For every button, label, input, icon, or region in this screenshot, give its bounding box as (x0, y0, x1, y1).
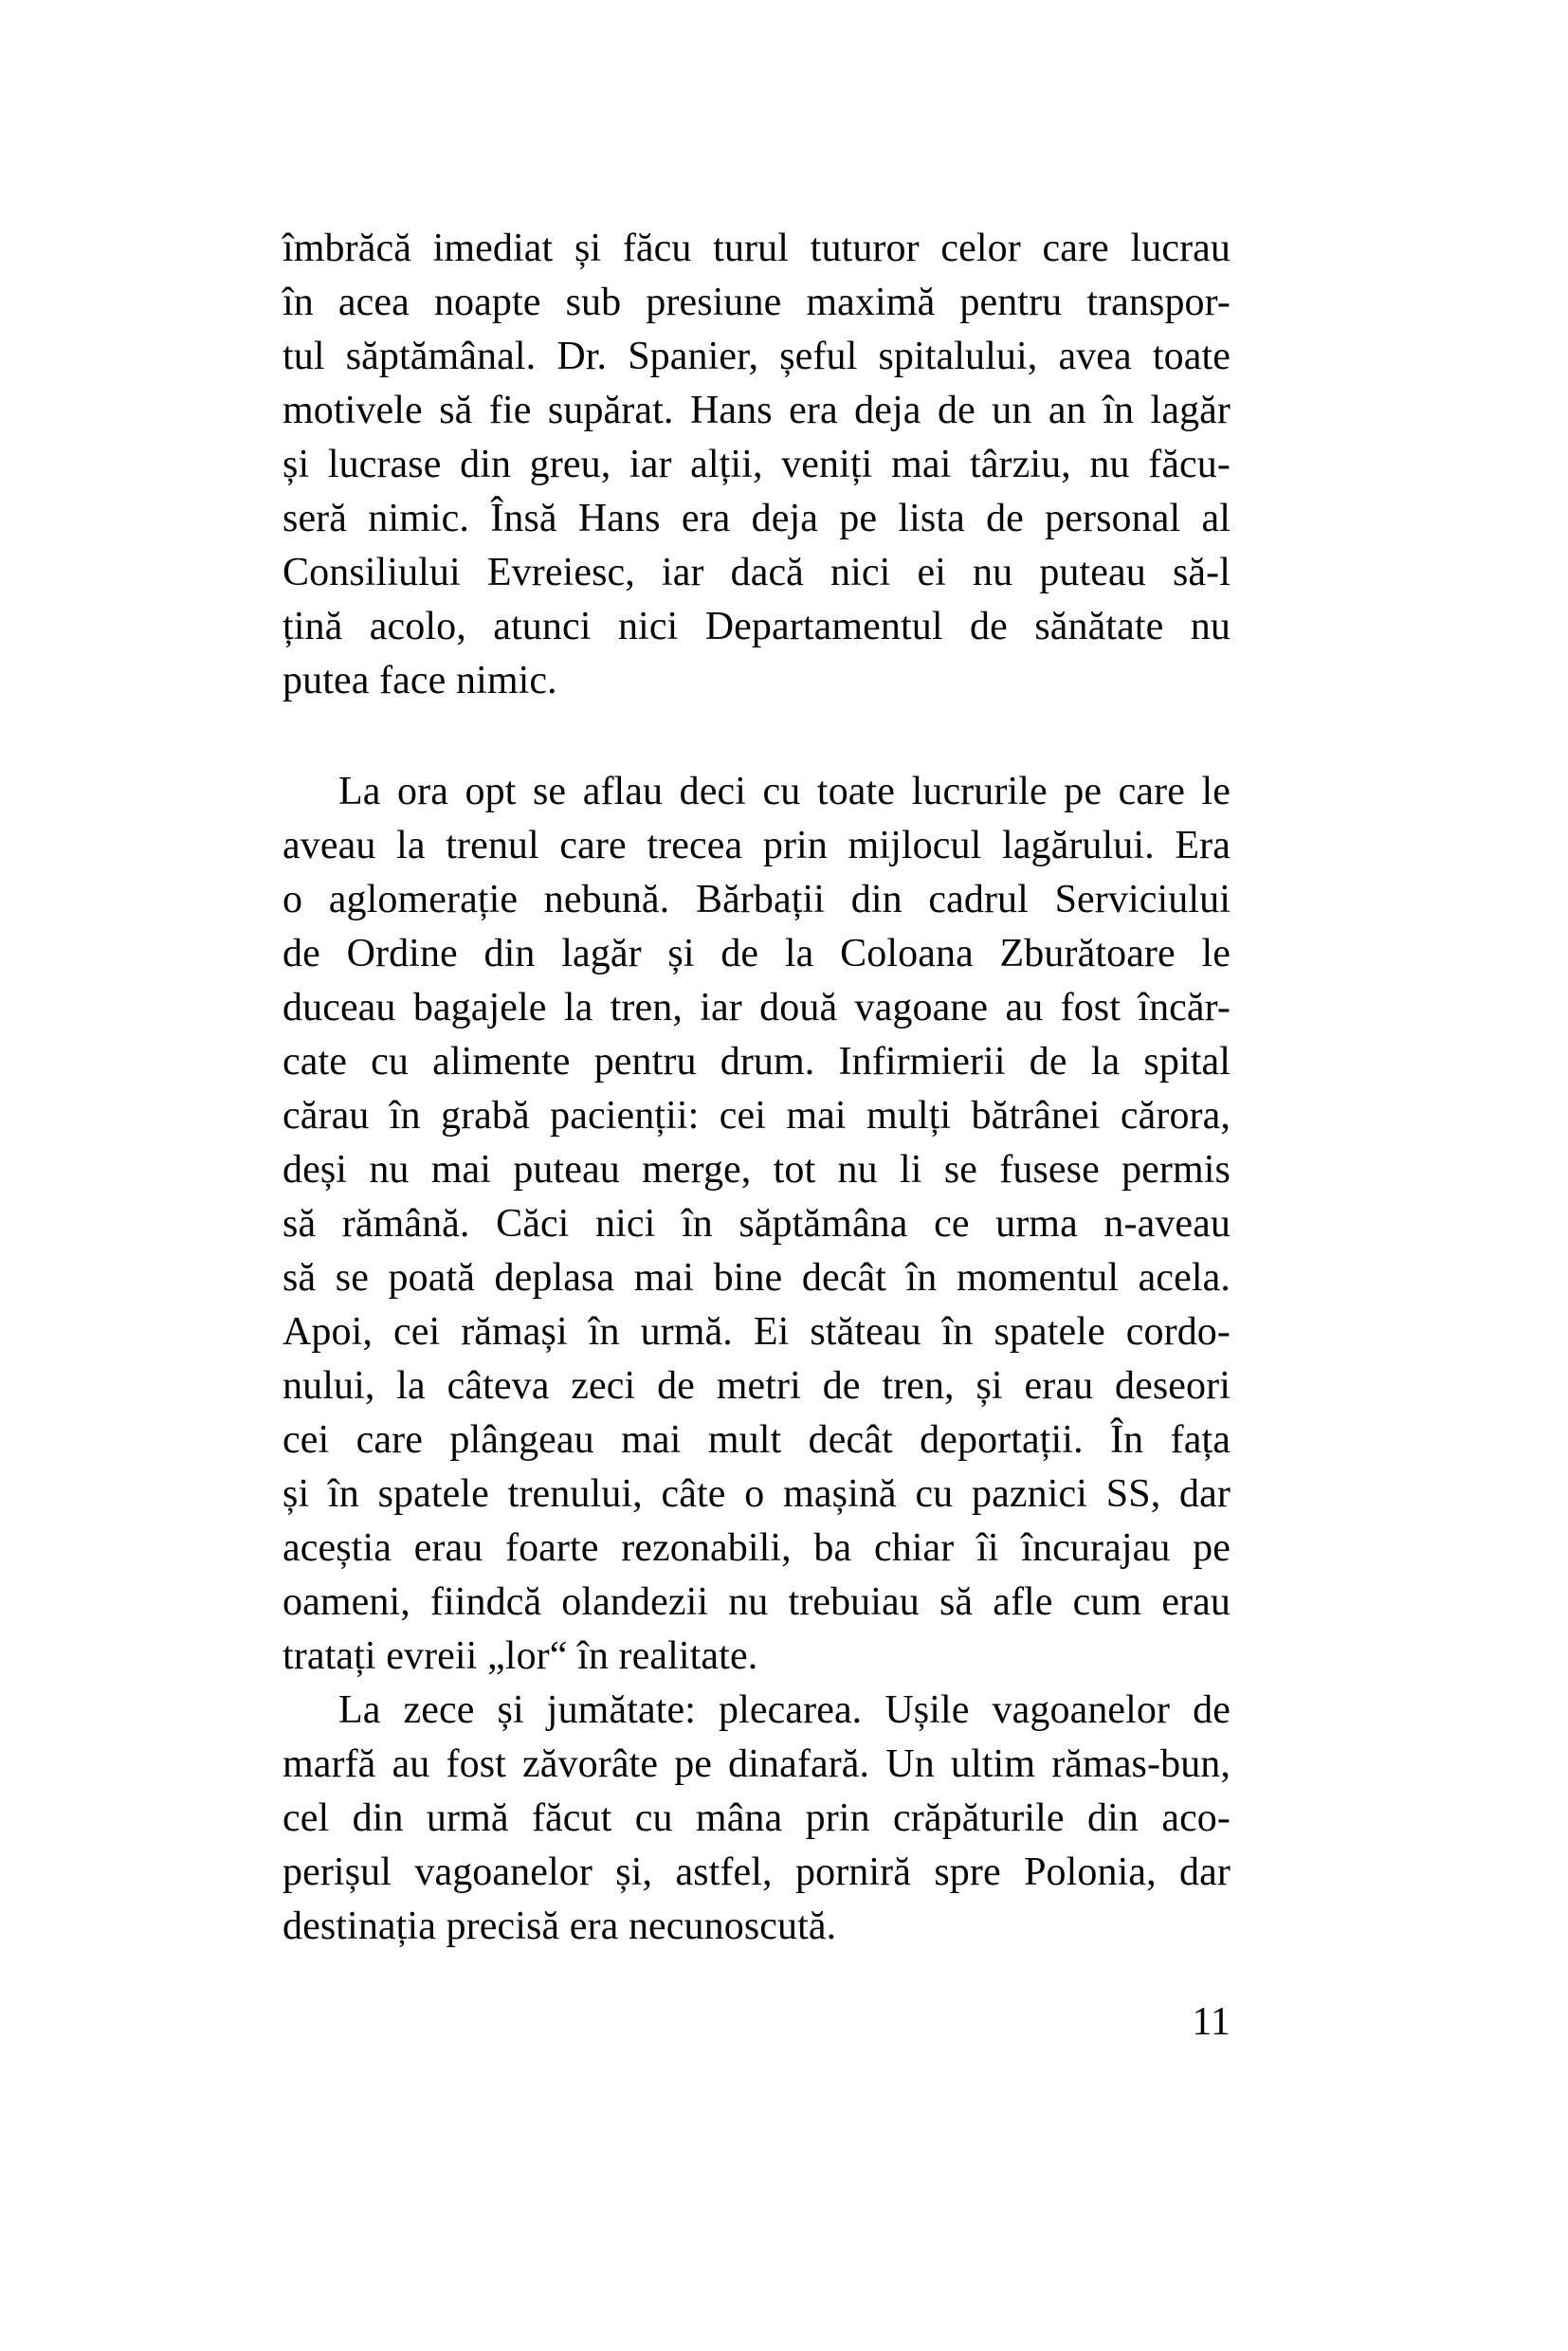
text-line: La ora opt se aflau deci cu toate lucrurile pe care le (338, 770, 1231, 813)
page-number: 11 (1192, 2000, 1231, 2044)
text-line: să se poată deplasa mai bine decât în momentul acela. (283, 1256, 1231, 1300)
text-line: cărau în grabă pacienții: cei mai mulți bătrânei cărora, (283, 1094, 1231, 1138)
text-line: în acea noapte sub presiune maximă pentru transpor- (283, 281, 1231, 324)
text-line: și în spatele trenului, câte o mașină cu paznici SS, dar (283, 1472, 1231, 1516)
text-line: deși nu mai puteau merge, tot nu li se fusese permis (283, 1148, 1231, 1192)
text-line: cate cu alimente pentru drum. Infirmierii de la spital (283, 1040, 1231, 1084)
text-line: marfă au fost zăvorâte pe dinafară. Un ultim rămas-bun, (283, 1742, 1231, 1786)
text-line: de Ordine din lagăr și de la Coloana Zburătoare le (283, 932, 1231, 975)
text-line: o aglomerație nebună. Bărbații din cadrul Serviciului (283, 878, 1231, 921)
text-line: Apoi, cei rămași în urmă. Ei stăteau în spatele cordo- (283, 1310, 1231, 1354)
text-line: nului, la câteva zeci de metri de tren, și erau deseori (283, 1364, 1231, 1408)
text-line: seră nimic. Însă Hans era deja pe lista de personal al (283, 497, 1231, 540)
paragraph (283, 222, 1231, 708)
text-line: destinația precisă era necunoscută. (283, 1904, 837, 1948)
text-line: tratați evreii „lor“ în realitate. (283, 1634, 758, 1678)
text-line: tul săptămânal. Dr. Spanier, șeful spitalului, avea toate (283, 335, 1231, 378)
text-line: aceștia erau foarte rezonabili, ba chiar îi încurajau pe (283, 1526, 1231, 1570)
text-line: perișul vagoanelor și, astfel, porniră spre Polonia, dar (283, 1850, 1231, 1894)
text-line: cel din urmă făcut cu mâna prin crăpăturile din aco- (283, 1796, 1231, 1840)
text-line: țină acolo, atunci nici Departamentul de sănătate nu (283, 605, 1231, 648)
text-line: îmbrăcă imediat și făcu turul tuturor celor care lucrau (283, 227, 1231, 270)
paragraph (283, 1684, 1231, 1954)
text-line: Consiliului Evreiesc, iar dacă nici ei nu puteau să-l (283, 551, 1231, 594)
text-line: și lucrase din greu, iar alții, veniți mai târziu, nu făcu- (283, 443, 1231, 486)
paragraph (283, 765, 1231, 1684)
text-line: La zece și jumătate: plecarea. Ușile vagoanelor de (338, 1688, 1231, 1732)
text-line: motivele să fie supărat. Hans era deja de un an în lagăr (283, 389, 1231, 432)
text-line: să rămână. Căci nici în săptămâna ce urma n-aveau (283, 1202, 1231, 1246)
text-line: cei care plângeau mai mult decât deportații. În fața (283, 1418, 1231, 1462)
text-line: putea face nimic. (283, 659, 557, 702)
text-line: duceau bagajele la tren, iar două vagoane au fost încăr- (283, 986, 1231, 1030)
text-line: aveau la trenul care trecea prin mijlocul lagărului. Era (283, 824, 1231, 867)
text-block (283, 222, 1231, 2050)
text-line: oameni, fiindcă olandezii nu trebuiau să afle cum erau (283, 1580, 1231, 1624)
